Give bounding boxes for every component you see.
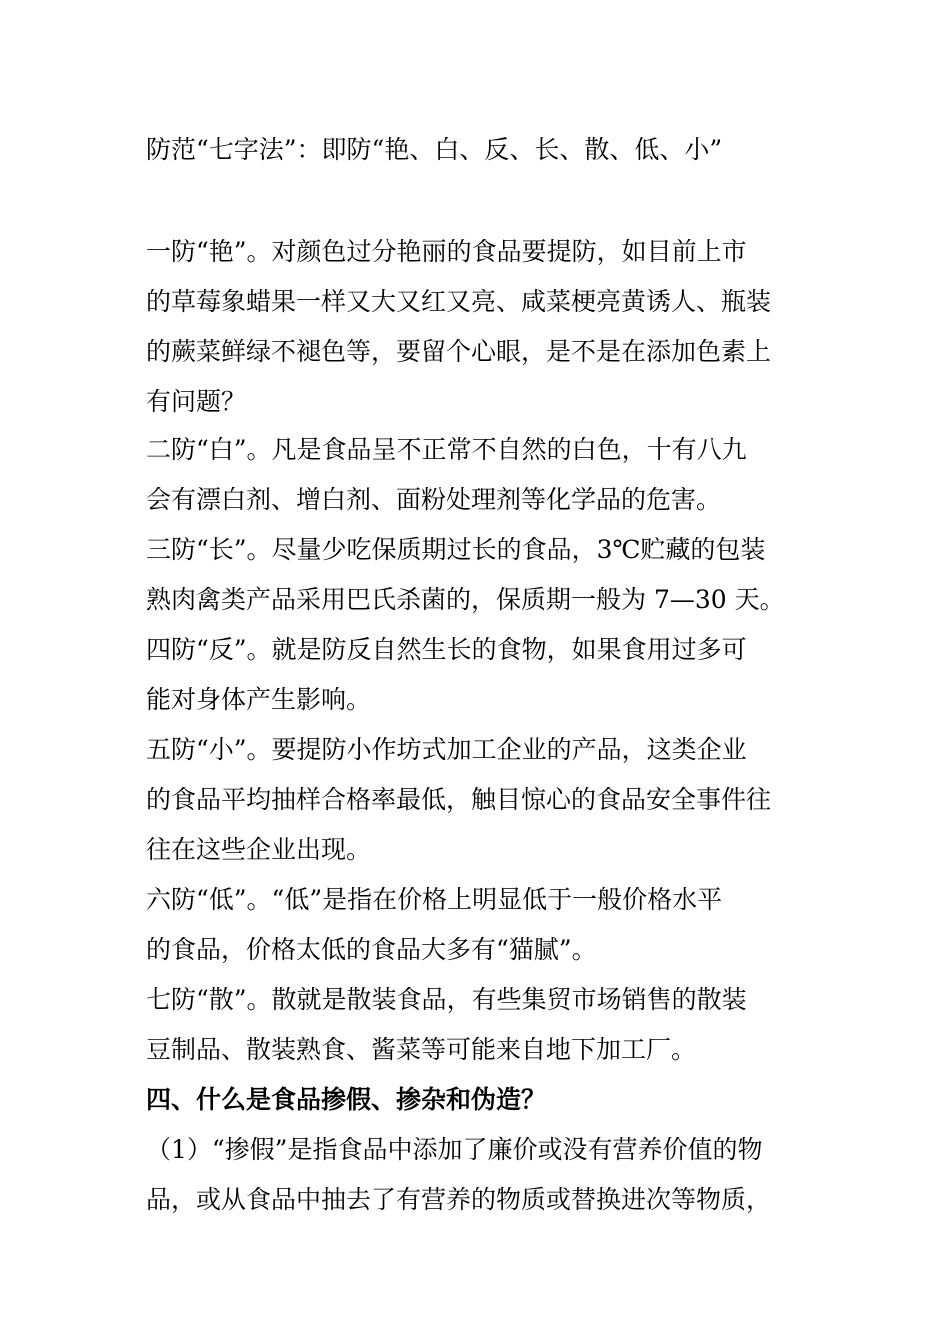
text-line: 二防“白”。凡是食品呈不正常不自然的白色，十有八九 bbox=[146, 435, 747, 464]
text-line: 的蕨菜鲜绿不褪色等，要留个心眼，是不是在添加色素上 bbox=[146, 337, 772, 366]
intro-line: 防范“七字法”：即防“艳、白、反、长、散、低、小” bbox=[146, 135, 723, 164]
text-line: 熟肉禽类产品采用巴氏杀菌的，保质期一般为 7—30 天。 bbox=[146, 585, 785, 614]
text-line: 会有漂白剂、增白剂、面粉处理剂等化学品的危害。 bbox=[146, 485, 722, 514]
section-heading: 四、什么是食品掺假、掺杂和伪造？ bbox=[146, 1085, 547, 1114]
text-line: 往在这些企业出现。 bbox=[146, 835, 372, 864]
text-line: 一防“艳”。对颜色过分艳丽的食品要提防，如目前上市 bbox=[146, 237, 747, 266]
text-line: 能对身体产生影响。 bbox=[146, 685, 372, 714]
text-line: 七防“散”。散就是散装食品，有些集贸市场销售的散装 bbox=[146, 985, 747, 1014]
text-line: 的草莓象蜡果一样又大又红又亮、咸菜梗亮黄诱人、瓶装 bbox=[146, 287, 772, 316]
text-line: 六防“低”。“低”是指在价格上明显低于一般价格水平 bbox=[146, 885, 723, 914]
text-line: 三防“长”。尽量少吃保质期过长的食品，3℃贮藏的包装 bbox=[146, 535, 766, 564]
text-line: 的食品平均抽样合格率最低，触目惊心的食品安全事件往 bbox=[146, 785, 772, 814]
text-line: 四防“反”。就是防反自然生长的食物，如果食用过多可 bbox=[146, 635, 747, 664]
text-line: （1）“掺假”是指食品中添加了廉价或没有营养价值的物 bbox=[146, 1135, 763, 1164]
text-line: 豆制品、散装熟食、酱菜等可能来自地下加工厂。 bbox=[146, 1035, 697, 1064]
text-line: 五防“小”。要提防小作坊式加工企业的产品，这类企业 bbox=[146, 735, 747, 764]
text-line: 有问题？ bbox=[146, 387, 247, 416]
text-line: 的食品，价格太低的食品大多有“猫腻”。 bbox=[146, 935, 597, 964]
text-line: 品，或从食品中抽去了有营养的物质或替换进次等物质， bbox=[146, 1185, 772, 1214]
